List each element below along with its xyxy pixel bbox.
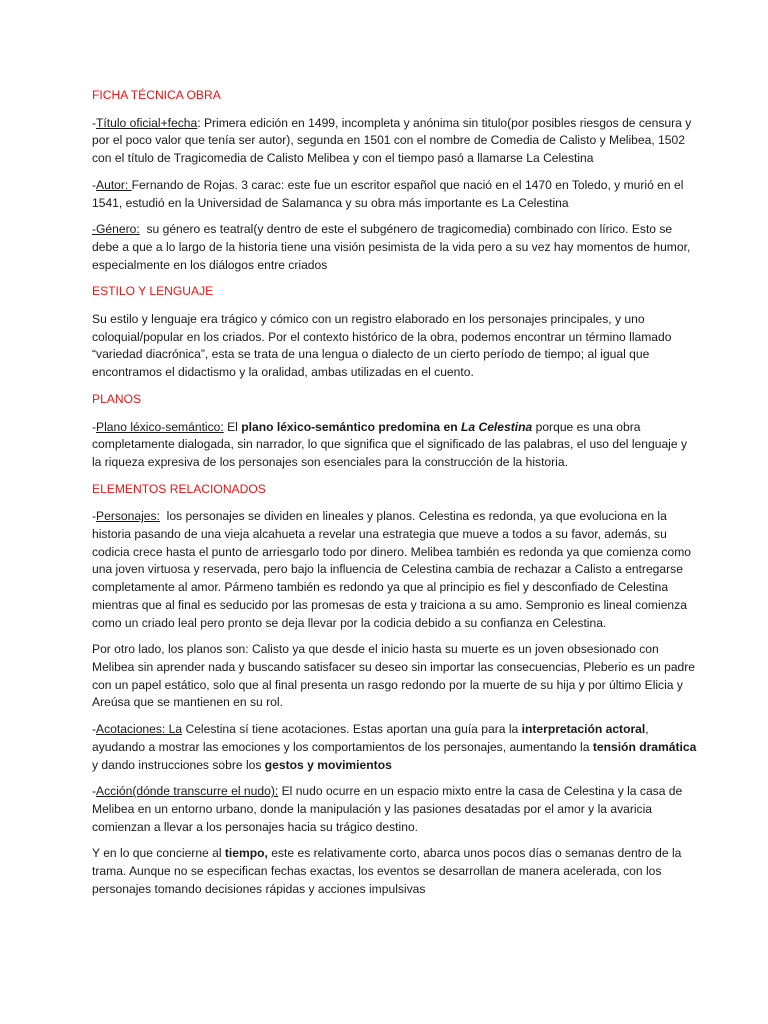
paragraph-plano-lexico: [92, 419, 698, 472]
heading-estilo-lenguaje: ESTILO Y LENGUAJE: [92, 284, 214, 299]
bold-plano: plano léxico-semántico predomina en: [241, 419, 461, 434]
label-fecha: +fecha: [160, 115, 198, 130]
text-personajes: los personajes se dividen en lineales y planos. Celestina es redonda, ya que evoluciona en la historia pasando de una vieja alcahueta a revelar una estrategia que mueve a todos a su favor, además, su codicia crece hasta el punto de arriesgarlo todo por dinero. Melibea también es redonda ya que comienza como una joven virtuosa y reservada, pero bajo la influencia de Celestina cambia de rechazar a Calisto a entregarse completamente al amor. Pármeno también es redondo ya que al principio es fiel y desconfiado de Celestina mientras que al final es seducido por las promesas de esta y traiciona a su amo. Sempronio es lineal comienza como un criado leal pero pronto se deja llevar por la codicia debido a su confianza en Celestina.: [92, 509, 695, 630]
text-autor: Fernando de Rojas. 3 carac: este fue un escritor español que nació en el 1470 en Toledo, y murió en el 1541, estudió en la Universidad de Salamanca y su obra más importante es La Celestina: [92, 177, 684, 210]
text-acotaciones-2: , ayudando a mostrar las emociones y los comportamientos de los personajes, aumentando la: [92, 722, 649, 754]
paragraph-tiempo: [92, 845, 698, 898]
paragraph-accion: [92, 783, 698, 836]
label-accion: Acción(dónde transcurre el nudo):: [96, 784, 279, 799]
text-accion: El nudo ocurre en un espacio mixto entre la casa de Celestina y la casa de Melibea en un entorno urbano, donde la manipulación y las pasiones desatadas por el amor y la avaricia comienzan a llevar a los personajes hacia su trágico destino.: [92, 784, 683, 834]
label-plano-lexico: Plano léxico-semántico:: [96, 419, 224, 434]
bold-italic-la-celestina: La Celestina: [461, 419, 533, 434]
bold-tension-dramatica: tensión dramática: [592, 739, 697, 754]
heading-planos: PLANOS: [92, 391, 142, 406]
dash: -: [92, 115, 97, 130]
paragraph-planos-personajes: Por otro lado, los planos son: Calisto ya que desde el inicio hasta su muerte es un joven obsesionado con Melibea sin aprender nada y buscando satisfacer su deseo sin importar las consecuencias, Pleberio es un padre con un papel estático, solo que al final presenta un rasgo redondo por la muerte de su hija y por último Elicia y Areúsa que se mantienen en su rol.: [92, 642, 696, 710]
paragraph-titulo: [92, 115, 698, 168]
dash: -: [92, 722, 97, 737]
dash: -: [92, 177, 97, 192]
dash: -: [92, 509, 97, 524]
bold-interpretacion-actoral: interpretación actoral: [521, 722, 646, 737]
paragraph-autor: [92, 177, 698, 212]
heading-elementos-relacionados: ELEMENTOS RELACIONADOS: [92, 481, 266, 496]
bold-gestos-movimientos: gestos y movimientos: [264, 757, 392, 772]
label-autor: Autor:: [96, 177, 132, 192]
heading-ficha-tecnica: FICHA TÉCNICA OBRA: [92, 88, 221, 102]
paragraph-estilo: Su estilo y lenguaje era trágico y cómico con un registro elaborado en los personajes principales, y uno coloquial/popular en los criados. Por el contexto histórico de la obra, podemos encontrar un término llamado “variedad diacrónica”, esta se trata de una lengua o dialecto de un cierto período de tiempo; al igual que encontramos el didactismo y la oralidad, ambas utilizadas en el cuento.: [92, 312, 672, 380]
text-acotaciones-1: Celestina sí tiene acotaciones. Estas aportan una guía para la: [182, 722, 522, 737]
text-genero: su género es teatral(y dentro de este el subgénero de tragicomedia) combinado con lírico. Esto se debe a que a lo largo de la historia tiene una visión pesimista de la vida pero a su vez hay momentos de humor, especialmente en los diálogos entre criados: [92, 222, 694, 272]
text-tiempo-2: este es relativamente corto, abarca unos pocos días o semanas dentro de la trama. Aunque no se especifican fechas exactas, los eventos se desarrollan de manera acelerada, con los personajes tomando decisiones rápidas y acciones impulsivas: [92, 846, 682, 896]
dash: -: [92, 784, 97, 799]
dash: -: [92, 419, 97, 434]
text-acotaciones-3: y dando instrucciones sobre los: [92, 757, 265, 772]
text-tiempo-1: Y en lo que concierne al: [92, 846, 225, 861]
paragraph-personajes: [92, 508, 698, 632]
bold-tiempo: tiempo,: [224, 846, 268, 861]
label-genero: -Género:: [92, 222, 140, 237]
paragraph-genero: [92, 221, 698, 274]
text-plano-1: El: [223, 419, 242, 434]
label-titulo-oficial: Título oficial: [96, 115, 161, 130]
paragraph-acotaciones: [92, 721, 698, 774]
text-titulo: : Primera edición en 1499, incompleta y anónima sin titulo(por posibles riesgos de censura y por el poco valor que tenía ser autor), segunda en 1501 con el nombre de Comedia de Calisto y Melibea, 1502 con el título de Tragicomedia de Calisto Melibea y con el tiempo pasó a llamarse La Celestina: [92, 115, 692, 166]
text-plano-2: porque es una obra completamente dialogada, sin narrador, lo que significa que el significado de las palabras, el uso del lenguaje y la riqueza expresiva de los personajes son esenciales para la construcción de la historia.: [92, 419, 687, 469]
label-acotaciones: Acotaciones: La: [96, 722, 183, 737]
label-personajes: Personajes:: [96, 509, 160, 524]
